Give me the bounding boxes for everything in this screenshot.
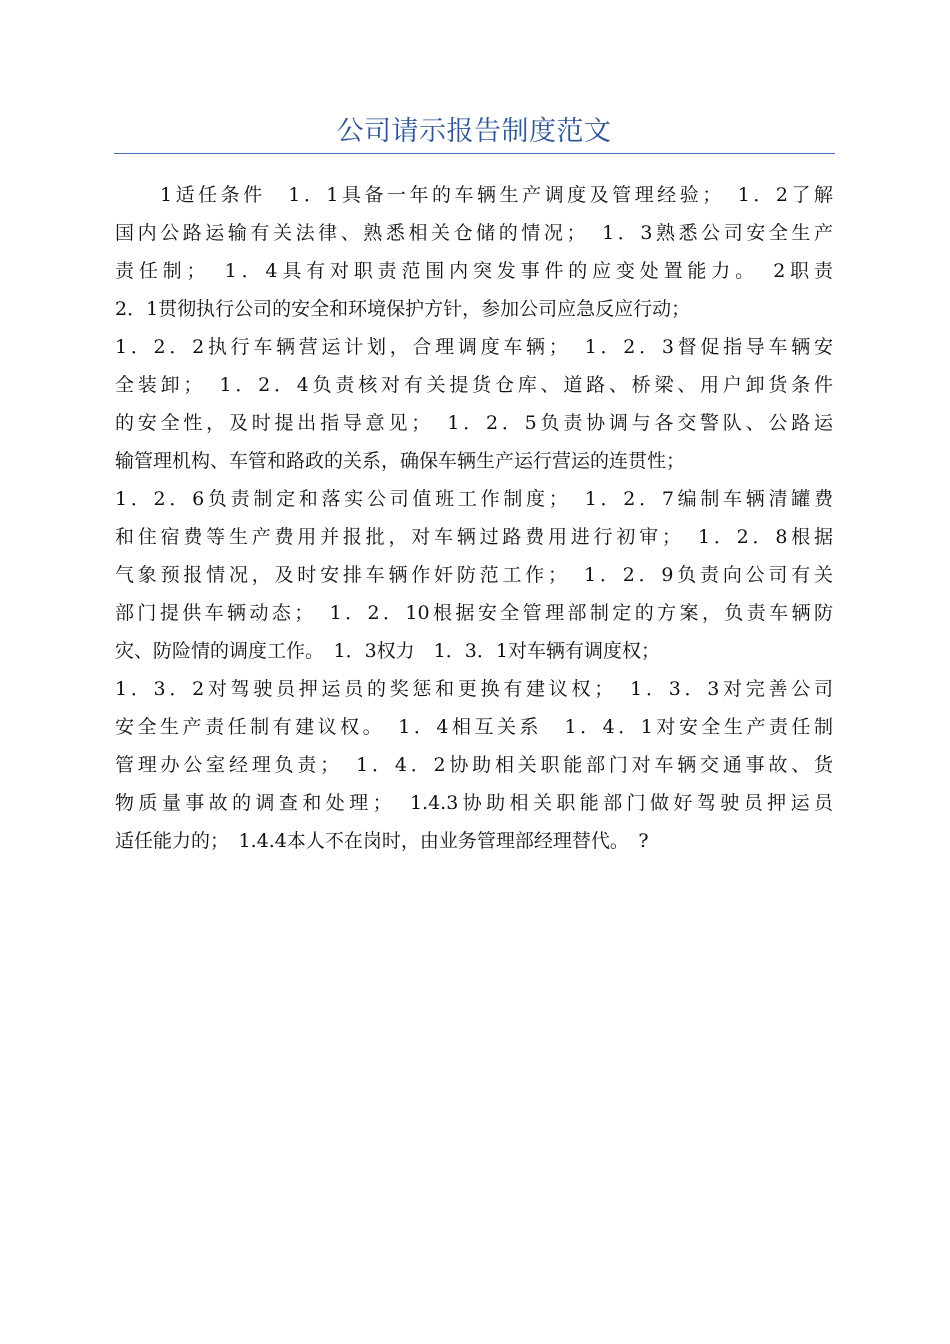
body-line: 1．3．2对驾驶员押运员的奖惩和更换有建议权； 1．3．3对完善公司 [115,678,833,700]
document-body [115,176,833,860]
document-title: 公司请示报告制度范文 [336,116,612,147]
body-line: 灾、防险情的调度工作。 1．3权力 1．3．1对车辆有调度权； [115,640,660,662]
body-line: 物质量事故的调查和处理； 1.4.3协助相关职能部门做好驾驶员押运员 [115,792,833,814]
body-line: 2．1贯彻执行公司的安全和环境保护方针，参加公司应急反应行动； [115,298,691,320]
body-line: 1．2．2执行车辆营运计划，合理调度车辆； 1．2．3督促指导车辆安 [115,336,833,358]
body-line: 全装卸； 1．2．4负责核对有关提货仓库、道路、桥梁、用户卸货条件 [115,374,833,396]
body-line: 部门提供车辆动态； 1．2．10根据安全管理部制定的方案，负责车辆防 [115,602,833,624]
body-line: 安全生产责任制有建议权。 1．4相互关系 1．4．1对安全生产责任制 [115,716,833,738]
body-line: 适任能力的； 1.4.4本人不在岗时，由业务管理部经理替代。 ? [115,830,649,852]
body-line: 的安全性，及时提出指导意见； 1．2．5负责协调与各交警队、公路运 [115,412,833,434]
title-underline [114,153,835,154]
body-line: 气象预报情况，及时安排车辆作奸防范工作； 1．2．9负责向公司有关 [115,564,833,586]
body-line: 国内公路运输有关法律、熟悉相关仓储的情况； 1．3熟悉公司安全生产 [115,222,833,244]
body-line: 管理办公室经理负责； 1．4．2协助相关职能部门对车辆交通事故、货 [115,754,833,776]
body-line: 输管理机构、车管和路政的关系，确保车辆生产运行营运的连贯性； [115,450,686,472]
body-line: 1．2．6负责制定和落实公司值班工作制度； 1．2．7编制车辆清罐费 [115,488,833,510]
body-line: 责任制； 1．4具有对职责范围内突发事件的应变处置能力。 2职责 [115,260,833,282]
body-line: 1适任条件 1．1具备一年的车辆生产调度及管理经验； 1．2了解 [115,184,833,206]
body-line: 和住宿费等生产费用并报批，对车辆过路费用进行初审； 1．2．8根据 [115,526,833,548]
